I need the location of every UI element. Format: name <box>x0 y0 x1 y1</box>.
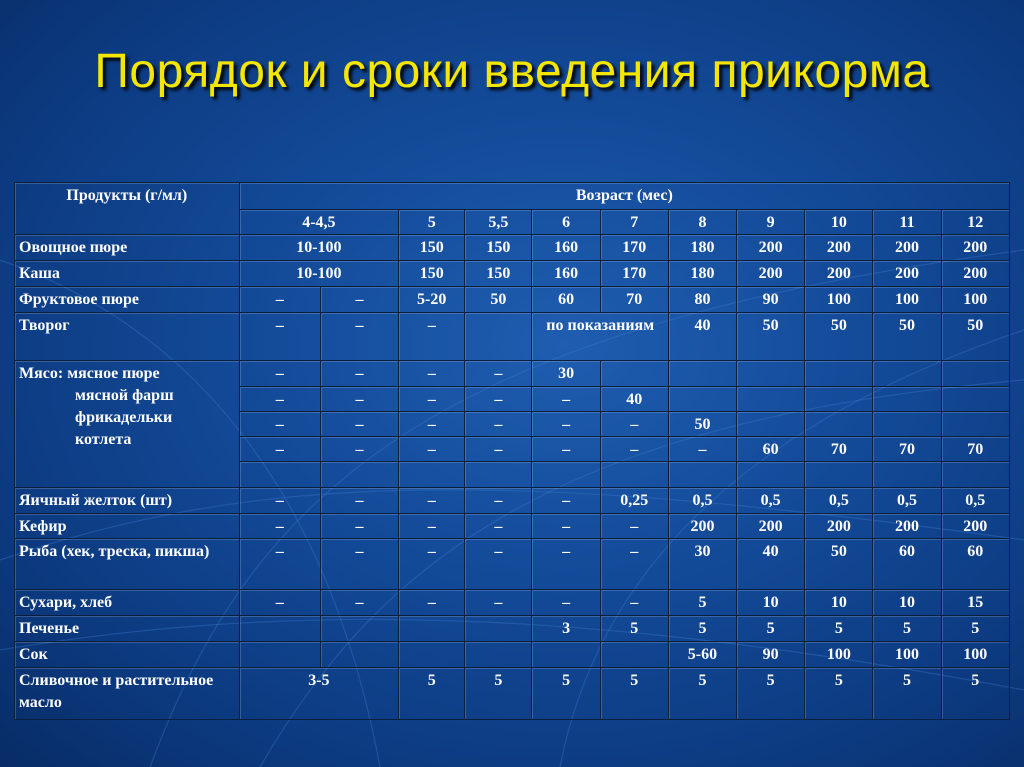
table-cell: 0,5 <box>941 488 1009 514</box>
table-cell: 100 <box>805 642 873 668</box>
table-cell: 5 <box>399 668 465 720</box>
age-cell: 9 <box>737 210 805 235</box>
table-cell <box>873 387 941 412</box>
table-cell <box>805 361 873 387</box>
table-cell: 100 <box>873 642 941 668</box>
age-cell: 11 <box>873 210 941 235</box>
table-cell: 10 <box>737 590 805 616</box>
table-cell: 5 <box>600 616 668 642</box>
table-cell: 200 <box>737 514 805 539</box>
table-cell <box>737 361 805 387</box>
table-cell: – <box>465 437 532 462</box>
age-cell: 4-4,5 <box>239 210 398 235</box>
table-cell: 30 <box>668 539 736 590</box>
table-row <box>15 313 1010 361</box>
table-cell <box>737 387 805 412</box>
table-cell: – <box>600 590 668 616</box>
table-cell: 170 <box>600 235 668 261</box>
table-header-row <box>15 183 1010 210</box>
table-cell: 70 <box>600 287 668 313</box>
table-cell: – <box>399 361 465 387</box>
table-cell: – <box>320 287 398 313</box>
table-cell: 50 <box>668 412 736 437</box>
table-cell <box>805 387 873 412</box>
table-cell: – <box>532 488 600 514</box>
table-cell: 5-60 <box>668 642 736 668</box>
table-cell: 100 <box>941 642 1009 668</box>
table-row <box>15 539 1010 590</box>
age-cell: 7 <box>600 210 668 235</box>
table-cell: – <box>320 412 398 437</box>
table-cell: 10-100 <box>239 235 398 261</box>
table-cell <box>465 642 532 668</box>
table-cell: 70 <box>873 437 941 462</box>
table-cell: 200 <box>873 514 941 539</box>
table-cell: 5 <box>941 668 1009 720</box>
table-cell <box>465 616 532 642</box>
table-cell <box>532 642 600 668</box>
table-cell: 150 <box>465 261 532 287</box>
product-label: Каша <box>15 261 240 287</box>
table-cell: 10 <box>805 590 873 616</box>
age-header: Возраст (мес) <box>239 183 1009 210</box>
table-cell: 200 <box>873 235 941 261</box>
table-cell: – <box>465 387 532 412</box>
table-cell <box>805 412 873 437</box>
table-cell: 200 <box>805 261 873 287</box>
table-cell: 90 <box>737 642 805 668</box>
table-cell: – <box>239 514 320 539</box>
table-cell <box>668 387 736 412</box>
age-cell: 10 <box>805 210 873 235</box>
table-cell: – <box>399 387 465 412</box>
product-label: Творог <box>15 313 240 361</box>
table-cell <box>668 361 736 387</box>
table-cell: 70 <box>941 437 1009 462</box>
table-cell: 150 <box>399 235 465 261</box>
table-cell: 100 <box>805 287 873 313</box>
table-cell: 170 <box>600 261 668 287</box>
table-cell: – <box>465 488 532 514</box>
table-cell: 5 <box>941 616 1009 642</box>
table-cell: 5 <box>873 668 941 720</box>
table-cell: 5 <box>873 616 941 642</box>
table-cell: – <box>320 313 398 361</box>
table-cell: – <box>239 488 320 514</box>
table-cell: 50 <box>873 313 941 361</box>
table-row <box>15 514 1010 539</box>
table-cell: – <box>239 437 320 462</box>
table-cell: – <box>600 539 668 590</box>
table-cell: – <box>239 412 320 437</box>
table-cell: 200 <box>668 514 736 539</box>
table-cell <box>668 462 736 488</box>
table-cell: 0,5 <box>805 488 873 514</box>
table-cell: – <box>320 539 398 590</box>
table-cell <box>532 462 600 488</box>
table-cell <box>465 462 532 488</box>
table-cell: 180 <box>668 235 736 261</box>
table-cell: 5 <box>805 668 873 720</box>
table-cell <box>320 642 398 668</box>
table-cell: – <box>239 539 320 590</box>
table-cell: 200 <box>941 261 1009 287</box>
table-cell: – <box>239 361 320 387</box>
table-cell: 0,5 <box>668 488 736 514</box>
table-cell: – <box>399 437 465 462</box>
product-label: Рыба (хек, треска, пикша) <box>15 539 240 590</box>
table-cell <box>737 462 805 488</box>
table-cell: 200 <box>941 235 1009 261</box>
table-row <box>15 668 1010 720</box>
table-cell: 5 <box>668 668 736 720</box>
table-cell <box>320 462 398 488</box>
table-cell <box>399 462 465 488</box>
table-cell: – <box>320 488 398 514</box>
table-row <box>15 616 1010 642</box>
table-cell: – <box>239 590 320 616</box>
table-cell: 15 <box>941 590 1009 616</box>
product-label: Сливочное и растительное масло <box>15 668 240 720</box>
table-cell <box>873 412 941 437</box>
table-cell: – <box>532 539 600 590</box>
table-cell: 3 <box>532 616 600 642</box>
table-cell: – <box>399 488 465 514</box>
product-label: Фруктовое пюре <box>15 287 240 313</box>
table-cell: – <box>532 514 600 539</box>
table-cell: – <box>239 387 320 412</box>
product-label: Печенье <box>15 616 240 642</box>
table-cell <box>941 387 1009 412</box>
table-row <box>15 590 1010 616</box>
table-cell: 5 <box>805 616 873 642</box>
table-cell: – <box>600 412 668 437</box>
table-cell: 50 <box>941 313 1009 361</box>
meat-sublabel: котлета <box>75 431 132 448</box>
table-cell: – <box>320 514 398 539</box>
table-cell: – <box>600 437 668 462</box>
table-cell: 60 <box>737 437 805 462</box>
table-cell <box>320 616 398 642</box>
table-cell: – <box>399 514 465 539</box>
table-cell: 0,5 <box>737 488 805 514</box>
table-row <box>15 261 1010 287</box>
table-row <box>15 287 1010 313</box>
table-cell: 50 <box>465 287 532 313</box>
product-label: Овощное пюре <box>15 235 240 261</box>
table-cell: 70 <box>805 437 873 462</box>
table-cell: 40 <box>668 313 736 361</box>
table-cell: – <box>465 539 532 590</box>
table-cell: 0,5 <box>873 488 941 514</box>
table-cell <box>873 462 941 488</box>
table-cell: 5 <box>737 616 805 642</box>
table-cell: – <box>399 539 465 590</box>
table-cell: – <box>532 590 600 616</box>
table-row <box>15 488 1010 514</box>
table-cell: – <box>532 387 600 412</box>
product-label: Сок <box>15 642 240 668</box>
product-label: Сухари, хлеб <box>15 590 240 616</box>
table-cell: 50 <box>805 313 873 361</box>
table-cell: 30 <box>532 361 600 387</box>
table-cell <box>737 412 805 437</box>
table-cell <box>399 642 465 668</box>
products-header: Продукты (г/мл) <box>15 183 240 235</box>
table-cell <box>600 642 668 668</box>
table-cell: 5 <box>532 668 600 720</box>
table-cell: 50 <box>737 313 805 361</box>
table-cell <box>465 313 532 361</box>
table-cell: 200 <box>805 235 873 261</box>
table-cell: 200 <box>737 261 805 287</box>
table-cell: 200 <box>941 514 1009 539</box>
table-cell: 150 <box>465 235 532 261</box>
age-cell: 12 <box>941 210 1009 235</box>
table-cell: 5 <box>668 616 736 642</box>
table-cell <box>941 462 1009 488</box>
meat-sublabel: мясной фарш <box>75 387 174 404</box>
meat-sublabel: фрикадельки <box>75 409 173 426</box>
table-cell: 40 <box>737 539 805 590</box>
product-label-meat <box>15 361 240 488</box>
table-cell: 100 <box>941 287 1009 313</box>
product-label: Кефир <box>15 514 240 539</box>
table-row <box>15 361 1010 387</box>
table-cell: 200 <box>873 261 941 287</box>
table-cell: – <box>532 437 600 462</box>
complementary-feeding-table <box>14 182 1010 720</box>
table-cell <box>941 361 1009 387</box>
table-cell: 5 <box>600 668 668 720</box>
table-cell: 60 <box>941 539 1009 590</box>
age-cell: 6 <box>532 210 600 235</box>
table-cell: – <box>320 590 398 616</box>
table-cell: 50 <box>805 539 873 590</box>
table-cell: 200 <box>737 235 805 261</box>
table-cell: – <box>465 361 532 387</box>
table-cell: – <box>532 412 600 437</box>
table-cell: – <box>600 514 668 539</box>
table-cell: – <box>320 387 398 412</box>
page-title: Порядок и сроки введения прикорма <box>94 45 930 98</box>
table-cell: – <box>399 590 465 616</box>
table-row <box>15 642 1010 668</box>
table-cell <box>399 616 465 642</box>
table-cell <box>600 361 668 387</box>
table-cell <box>600 462 668 488</box>
table-cell: 200 <box>805 514 873 539</box>
table-cell: – <box>668 437 736 462</box>
table-cell: 160 <box>532 261 600 287</box>
table-cell: – <box>465 412 532 437</box>
table-cell: 5-20 <box>399 287 465 313</box>
table-cell: 5 <box>737 668 805 720</box>
age-cell: 8 <box>668 210 736 235</box>
table-cell <box>239 462 320 488</box>
table-cell: по показаниям <box>532 313 668 361</box>
age-cell: 5,5 <box>465 210 532 235</box>
table-cell: – <box>465 514 532 539</box>
product-label: Яичный желток (шт) <box>15 488 240 514</box>
table-cell: – <box>399 412 465 437</box>
table-cell <box>941 412 1009 437</box>
table-row <box>15 235 1010 261</box>
table-cell: 5 <box>465 668 532 720</box>
table-cell: – <box>465 590 532 616</box>
table-cell <box>239 616 320 642</box>
table-cell: 90 <box>737 287 805 313</box>
table-cell <box>239 642 320 668</box>
table-cell: 60 <box>532 287 600 313</box>
age-cell: 5 <box>399 210 465 235</box>
table-cell: 180 <box>668 261 736 287</box>
table-cell: 10-100 <box>239 261 398 287</box>
table-cell: – <box>399 313 465 361</box>
table-cell: 150 <box>399 261 465 287</box>
table-cell: – <box>239 313 320 361</box>
table-cell: 40 <box>600 387 668 412</box>
table-cell: 0,25 <box>600 488 668 514</box>
table-cell: – <box>239 287 320 313</box>
table-cell <box>873 361 941 387</box>
table-cell: 100 <box>873 287 941 313</box>
table-cell: 10 <box>873 590 941 616</box>
table-cell: 60 <box>873 539 941 590</box>
table-cell: 5 <box>668 590 736 616</box>
table-cell: – <box>320 437 398 462</box>
table-cell <box>805 462 873 488</box>
table-cell: 160 <box>532 235 600 261</box>
table-cell: 3-5 <box>239 668 398 720</box>
meat-label: Мясо: мясное пюре <box>19 365 160 382</box>
table-cell: – <box>320 361 398 387</box>
table-cell: 80 <box>668 287 736 313</box>
